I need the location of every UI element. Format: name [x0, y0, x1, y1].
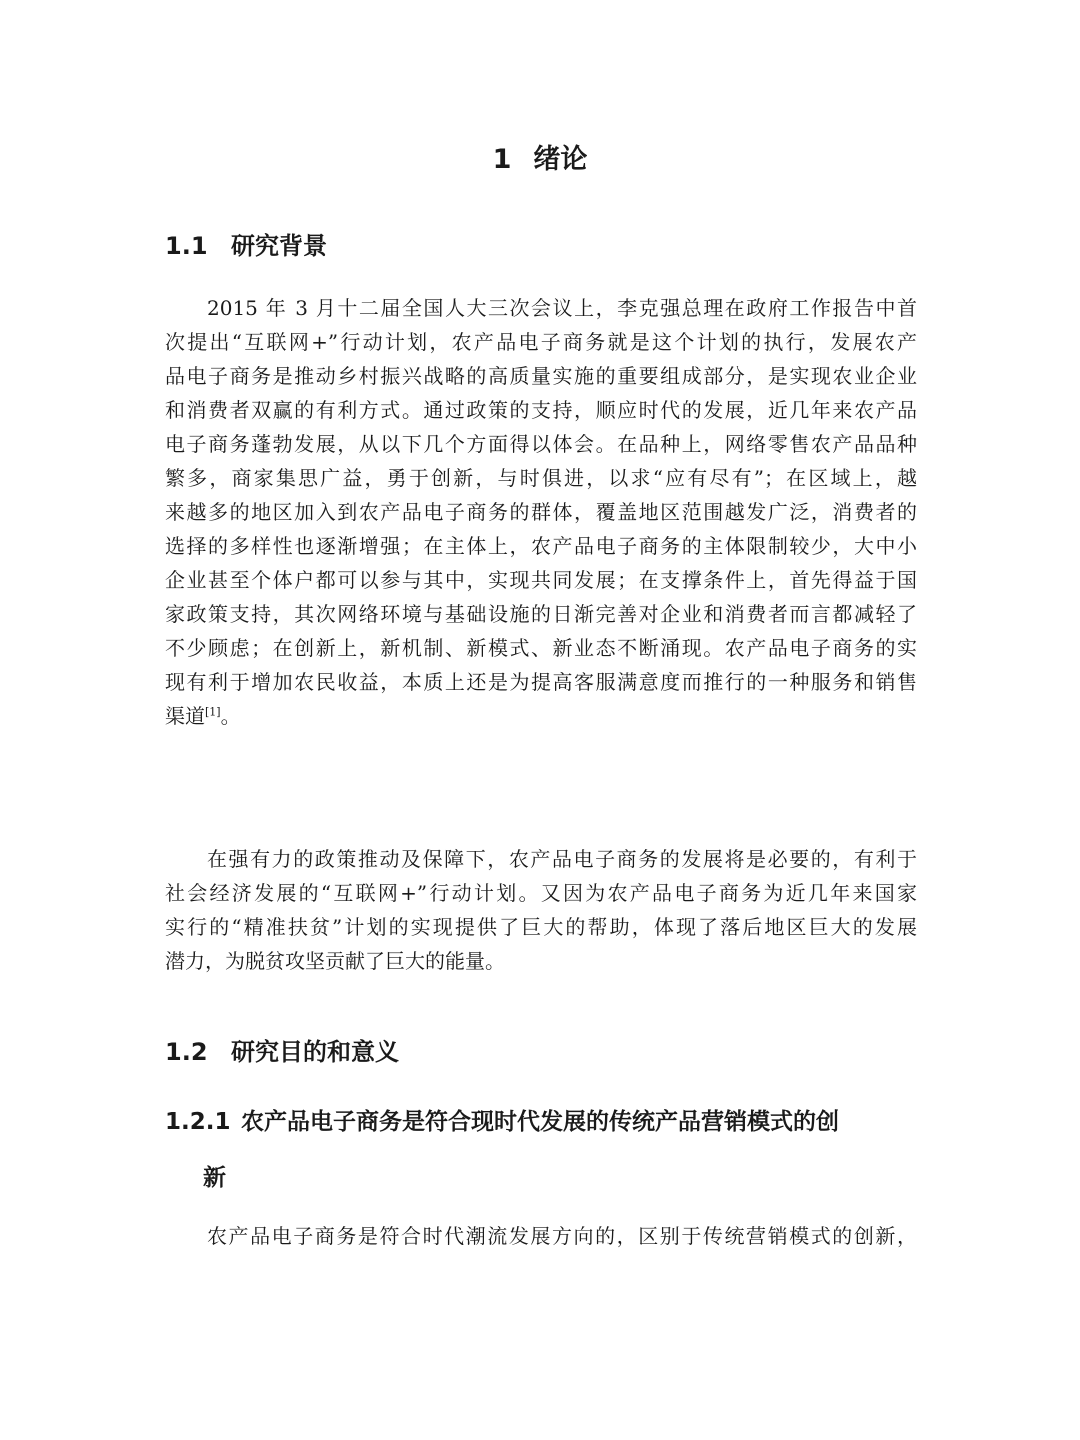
paragraph-text: 渠道 — [165, 704, 205, 728]
paragraph-innovation — [165, 1219, 917, 1253]
paragraph-line: 农产品电子商务是符合时代潮流发展方向的，区别于传统营销模式的创新， — [207, 1224, 917, 1248]
chapter-number: 1 — [492, 144, 512, 175]
paragraph-line: 家政策支持，其次网络环境与基础设施的日渐完善对企业和消费者而言都减轻了 — [165, 602, 917, 626]
section-number: 1.2 — [165, 1038, 208, 1066]
section-heading-1-2 — [165, 1034, 399, 1070]
paragraph-line: 电子商务蓬勃发展，从以下几个方面得以体会。在品种上，网络零售农产品品种 — [165, 432, 917, 456]
paragraph-line: 来越多的地区加入到农产品电子商务的群体，覆盖地区范围越发广泛，消费者的 — [165, 500, 917, 524]
paragraph-line: 次提出“互联网+”行动计划，农产品电子商务就是这个计划的执行，发展农产 — [165, 330, 917, 354]
paragraph-line: 社会经济发展的“互联网+”行动计划。又因为农产品电子商务为近几年来国家 — [165, 881, 917, 905]
subsection-title: 农产品电子商务是符合现时代发展的传统产品营销模式的创 — [241, 1109, 839, 1135]
paragraph-line: 实行的“精准扶贫”计划的实现提供了巨大的帮助，体现了落后地区巨大的发展 — [165, 915, 917, 939]
paragraph-line: 繁多，商家集思广益，勇于创新，与时俱进，以求“应有尽有”；在区域上，越 — [165, 466, 917, 490]
section-heading-1-1 — [165, 228, 327, 264]
paragraph-text: 。 — [220, 704, 241, 728]
subsection-title-continued: 新 — [203, 1165, 226, 1191]
chapter-title — [0, 140, 1080, 180]
subsection-number: 1.2.1 — [165, 1109, 231, 1135]
paragraph-line: 在强有力的政策推动及保障下，农产品电子商务的发展将是必要的，有利于 — [207, 847, 917, 871]
citation-reference: [1] — [205, 705, 221, 719]
chapter-title-text: 绪论 — [533, 144, 588, 175]
paragraph-line: 品电子商务是推动乡村振兴战略的高质量实施的重要组成部分，是实现农业企业 — [165, 364, 917, 388]
section-title: 研究背景 — [231, 232, 327, 260]
subsection-heading-1-2-1 — [165, 1094, 925, 1206]
paragraph-line: 潜力，为脱贫攻坚贡献了巨大的能量。 — [165, 949, 505, 973]
section-title: 研究目的和意义 — [231, 1038, 399, 1066]
paragraph-research-background — [165, 291, 917, 733]
paragraph-policy — [165, 842, 917, 978]
paragraph-line: 不少顾虑；在创新上，新机制、新模式、新业态不断涌现。农产品电子商务的实 — [165, 636, 917, 660]
paragraph-line: 和消费者双赢的有利方式。通过政策的支持，顺应时代的发展，近几年来农产品 — [165, 398, 917, 422]
paragraph-line-last — [165, 699, 917, 733]
paragraph-line: 现有利于增加农民收益，本质上还是为提高客服满意度而推行的一种服务和销售 — [165, 670, 917, 694]
section-number: 1.1 — [165, 232, 208, 260]
paragraph-line: 选择的多样性也逐渐增强；在主体上，农产品电子商务的主体限制较少，大中小 — [165, 534, 917, 558]
paragraph-line: 2015 年 3 月十二届全国人大三次会议上，李克强总理在政府工作报告中首 — [207, 296, 917, 320]
paragraph-line: 企业甚至个体户都可以参与其中，实现共同发展；在支撑条件上，首先得益于国 — [165, 568, 917, 592]
